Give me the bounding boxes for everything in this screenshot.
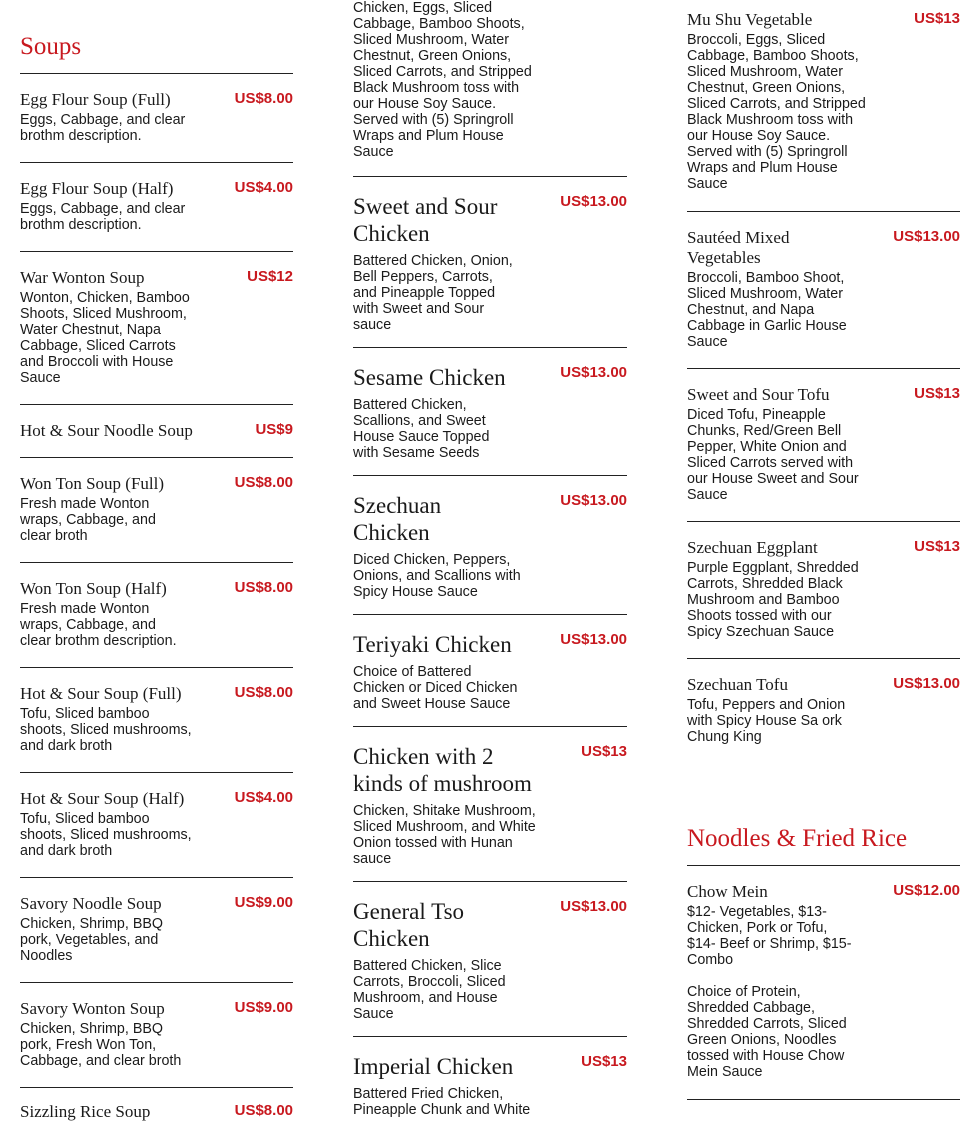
item-name: General Tso Chicken [353, 899, 465, 951]
item-name: Szechuan Chicken [353, 493, 442, 545]
item-description: Battered Chicken, Scallions, and Sweet House Sauce Topped with Sesame Seeds [353, 397, 490, 461]
item-price: US$4.00 [234, 789, 293, 806]
section-title-noodles: Noodles & Fried Rice [687, 825, 908, 852]
item-price: US$12 [247, 268, 293, 285]
item-price: US$8.00 [234, 90, 293, 107]
item-price: US$13 [581, 743, 627, 760]
item-description: Tofu, Sliced bamboo shoots, Sliced mushrooms, and dark broth [20, 811, 192, 859]
item-name: Sizzling Rice Soup [20, 1102, 151, 1121]
menu-item[interactable] [20, 162, 293, 233]
item-price: US$13 [914, 385, 960, 402]
item-price: US$9 [255, 421, 293, 438]
item-name: Mu Shu Vegetable [687, 10, 813, 29]
item-description: Battered Fried Chicken, Pineapple Chunk and White [353, 1086, 531, 1118]
item-price: US$4.00 [234, 179, 293, 196]
item-price: US$8.00 [234, 1102, 293, 1119]
item-name: Imperial Chicken [353, 1054, 514, 1079]
item-name: Savory Noodle Soup [20, 894, 162, 913]
item-description: Choice of Battered Chicken or Diced Chicken and Sweet House Sauce [353, 664, 518, 712]
menu-item[interactable] [20, 457, 293, 544]
item-description: Chicken, Shrimp, BBQ pork, Vegetables, and Noodles [20, 916, 164, 964]
item-name: Szechuan Tofu [687, 675, 788, 694]
item-description: Purple Eggplant, Shredded Carrots, Shredded Black Mushroom and Bamboo Shoots tossed with our Spicy Szechuan Sauce [687, 560, 859, 640]
menu-item[interactable] [687, 368, 960, 503]
item-name: Hot & Sour Soup (Full) [20, 684, 182, 703]
item-price: US$9.00 [234, 894, 293, 911]
item-description: Battered Chicken, Onion, Bell Peppers, Carrots, and Pineapple Topped with Sweet and Sour sauce [353, 253, 513, 333]
menu-item[interactable] [353, 881, 627, 1022]
menu-item[interactable] [353, 347, 627, 461]
menu-item[interactable] [20, 562, 293, 649]
item-description: Fresh made Wonton wraps, Cabbage, and clear brothm description. [20, 601, 177, 649]
menu-item[interactable] [20, 667, 293, 754]
menu-item[interactable] [353, 614, 627, 712]
item-name: War Wonton Soup [20, 268, 145, 287]
item-price: US$13 [914, 10, 960, 27]
item-description: $12- Vegetables, $13- Chicken, Pork or Tofu, $14- Beef or Shrimp, $15- Combo Choice of Protein, Shredded Cabbage, Shredded Carrots, Sliced Green Onions, Noodles tossed with House Chow Mein Sauce [687, 904, 852, 1080]
item-name: Hot & Sour Soup (Half) [20, 789, 185, 808]
menu-item[interactable] [20, 1087, 293, 1122]
item-price: US$13.00 [560, 364, 627, 381]
item-name: Sautéed Mixed Vegetables [687, 228, 790, 267]
item-name: Won Ton Soup (Half) [20, 579, 167, 598]
item-name: Chicken with 2 kinds of mushroom [353, 744, 532, 796]
item-description: Diced Chicken, Peppers, Onions, and Scallions with Spicy House Sauce [353, 552, 521, 600]
section-title-soups: Soups [20, 33, 82, 60]
item-name: Sweet and Sour Chicken [353, 194, 498, 246]
menu-item[interactable] [353, 176, 627, 333]
item-price: US$13.00 [560, 492, 627, 509]
item-name: Chow Mein [687, 882, 768, 901]
menu-item[interactable] [687, 521, 960, 640]
menu-item[interactable] [687, 10, 960, 192]
item-price: US$13.00 [560, 193, 627, 210]
item-name: Teriyaki Chicken [353, 632, 512, 657]
item-price: US$13 [581, 1053, 627, 1070]
item-name: Sweet and Sour Tofu [687, 385, 830, 404]
divider [687, 1099, 960, 1100]
item-description: Eggs, Cabbage, and clear brothm description. [20, 112, 186, 144]
item-price: US$8.00 [234, 684, 293, 701]
menu-item[interactable] [20, 251, 293, 386]
item-name: Egg Flour Soup (Half) [20, 179, 174, 198]
item-price: US$12.00 [893, 882, 960, 899]
item-name: Szechuan Eggplant [687, 538, 818, 557]
item-description: Broccoli, Eggs, Sliced Cabbage, Bamboo Shoots, Sliced Mushroom, Water Chestnut, Green Onions, Sliced Carrots, and Stripped Black Mushroom toss with our House Soy Sauce. Served with (5) Springroll Wraps and Plum House Sauce [687, 32, 866, 192]
item-description: Fresh made Wonton wraps, Cabbage, and clear broth [20, 496, 156, 544]
menu-item[interactable] [353, 1036, 627, 1118]
item-description: Eggs, Cabbage, and clear brothm description. [20, 201, 186, 233]
item-price: US$8.00 [234, 579, 293, 596]
item-description: Chicken, Shitake Mushroom, Sliced Mushroom, and White Onion tossed with Hunan sauce [353, 803, 536, 867]
item-name: Sesame Chicken [353, 365, 506, 390]
item-description: Battered Chicken, Slice Carrots, Broccoli, Sliced Mushroom, and House Sauce [353, 958, 506, 1022]
item-price: US$13.00 [893, 228, 960, 245]
item-description: Chicken, Shrimp, BBQ pork, Fresh Won Ton, Cabbage, and clear broth [20, 1021, 182, 1069]
item-description: Broccoli, Bamboo Shoot, Sliced Mushroom, Water Chestnut, and Napa Cabbage in Garlic House Sauce [687, 270, 847, 350]
item-price: US$9.00 [234, 999, 293, 1016]
menu-item[interactable] [20, 772, 293, 859]
item-description: Chicken, Eggs, Sliced Cabbage, Bamboo Shoots, Sliced Mushroom, Water Chestnut, Green Onions, Sliced Carrots, and Stripped Black Mushroom toss with our House Soy Sauce. Served with (5) Springroll Wraps and Plum House Sauce [353, 0, 532, 160]
item-name: Hot & Sour Noodle Soup [20, 421, 193, 440]
menu-item[interactable] [20, 404, 293, 441]
menu-item[interactable] [353, 475, 627, 600]
item-description: Wonton, Chicken, Bamboo Shoots, Sliced Mushroom, Water Chestnut, Napa Cabbage, Sliced Carrots and Broccoli with House Sauce [20, 290, 190, 386]
menu-item[interactable] [353, 726, 627, 867]
menu-item[interactable] [20, 982, 293, 1069]
item-price: US$8.00 [234, 474, 293, 491]
item-price: US$13.00 [560, 898, 627, 915]
item-price: US$13.00 [893, 675, 960, 692]
item-name: Egg Flour Soup (Full) [20, 90, 171, 109]
menu-item[interactable] [687, 865, 960, 1080]
item-name: Won Ton Soup (Full) [20, 474, 165, 493]
item-description: Diced Tofu, Pineapple Chunks, Red/Green Bell Pepper, White Onion and Sliced Carrots served with our House Sweet and Sour Sauce [687, 407, 859, 503]
menu-item[interactable] [687, 211, 960, 350]
item-description: Tofu, Sliced bamboo shoots, Sliced mushrooms, and dark broth [20, 706, 192, 754]
item-description: Tofu, Peppers and Onion with Spicy House Sa ork Chung King [687, 697, 846, 745]
item-price: US$13 [914, 538, 960, 555]
menu-item[interactable] [687, 658, 960, 745]
item-name: Savory Wonton Soup [20, 999, 165, 1018]
item-price: US$13.00 [560, 631, 627, 648]
menu-item[interactable] [20, 877, 293, 964]
